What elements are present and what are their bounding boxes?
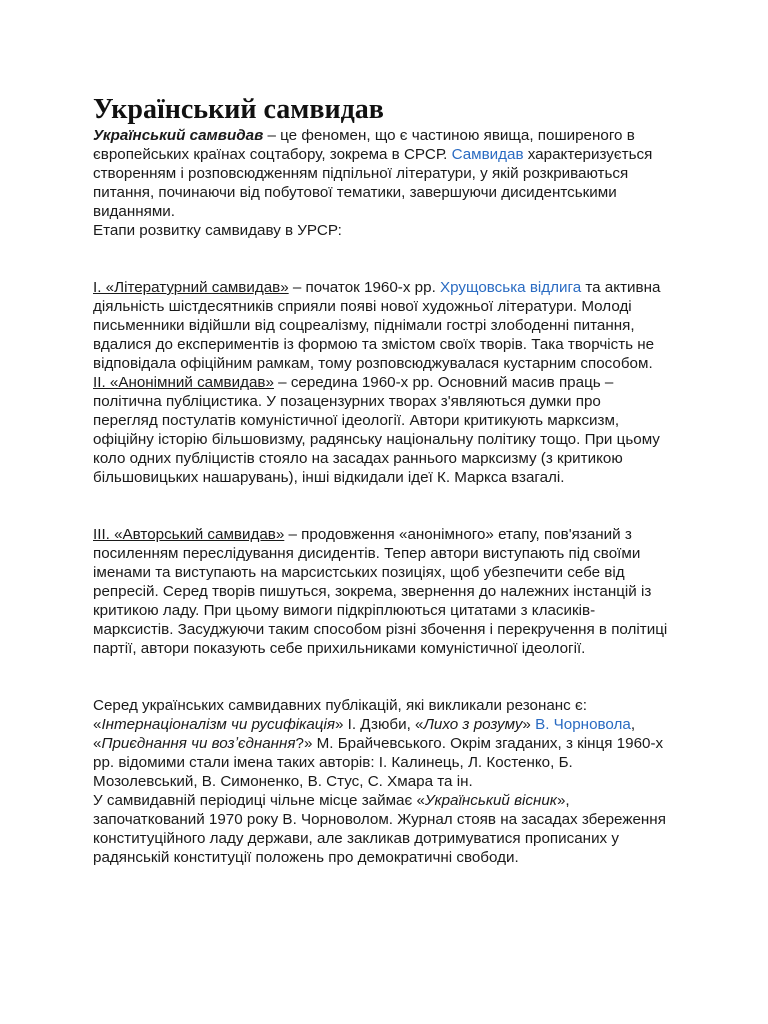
publications-text-3: » — [522, 716, 536, 733]
stage3-label: III. «Авторський самвидав» — [93, 526, 285, 543]
stage1-paragraph — [93, 278, 668, 373]
spacer — [93, 240, 668, 259]
stage1-text-2: та активна діяльність шістдесятників сприяли появі нової художньої літератури. Молоді письменники відійшли від соцреалізму, піднімали гострі злободенні питання, вдалися до експериментів із формою та змістом своїх творів. Така творчість не відповідала офіційним рамкам, тому розповсюджувалася кустарним способом. — [93, 279, 661, 372]
spacer — [93, 658, 668, 677]
publications-text-4: , « — [93, 716, 636, 752]
stage2-label: II. «Анонімний самвидав» — [93, 374, 274, 391]
publications-text-2: » І. Дзюби, « — [334, 716, 424, 733]
periodical-text-2: », започаткований 1970 року В. Чорноволом. Журнал стояв на засадах збереження конституційного ладу держави, але закликав дотримуватися прописаних у радянській конституції положень про демократичні свободи. — [93, 792, 666, 866]
work-title-1: Інтернаціоналізм чи русифікація — [101, 716, 335, 733]
publications-text-1: Серед українських самвидавних публікацій, які викликали резонанс є: « — [93, 697, 587, 733]
intro-term: Український самвидав — [93, 127, 264, 144]
stage3-paragraph — [93, 525, 668, 658]
samvydav-link[interactable]: Самвидав — [451, 146, 524, 163]
publications-paragraph — [93, 696, 668, 791]
publications-text-5: ?» М. Брайчевського. Окрім згаданих, з кінця 1960-х рр. відомими стали імена таких авторів: І. Калинець, Л. Костенко, Б. Мозолевський, В. Симоненко, В. Стус, С. Хмара та ін. — [93, 735, 664, 790]
intro-text-2: характеризується створенням і розповсюдженням підпільної літератури, у якій розкриваються питання, починаючи від побутової тематики, завершуючи дисидентськими виданнями. — [93, 146, 653, 220]
stage1-label: I. «Літературний самвидав» — [93, 279, 289, 296]
stage2-paragraph — [93, 373, 668, 487]
page-title: Український самвидав — [93, 94, 384, 125]
stage3-text: – продовження «анонімного» етапу, пов'язаний з посиленням переслідування дисидентів. Тепер автори виступають під своїми іменами та виступають на марсистських позиціях, щоб убезпечити себе від репресій. Серед творів пишуться, зокрема, звернення до належних інстанцій із критикою ладу. При цьому вимоги підкріплюються цитатами з класиків-марксистів. Засуджуючи таким способом різні збочення і перекручення в політиці партії, автори показують себе прихильниками комуністичної ідеології. — [93, 526, 668, 657]
stage1-text-1: – початок 1960-х рр. — [288, 279, 441, 296]
work-title-3: Приєднання чи возʼєднання — [101, 735, 296, 752]
spacer — [93, 677, 668, 696]
periodical-paragraph — [93, 791, 668, 867]
stages-heading: Етапи розвитку самвидаву в УРСР: — [93, 222, 342, 239]
periodical-title: Український вісник — [424, 792, 557, 809]
document-page — [93, 94, 668, 867]
khrushchev-thaw-link[interactable]: Хрущовська відлига — [440, 279, 582, 296]
chornovil-link[interactable]: В. Чорновола — [535, 716, 631, 733]
spacer — [93, 259, 668, 278]
periodical-text-1: У самвидавній періодиці чільне місце займає « — [93, 792, 425, 809]
work-title-2: Лихо з розуму — [423, 716, 523, 733]
intro-text-1: – це феномен, що є частиною явища, поширеного в європейських країнах соцтабору, зокрема в СРСР. — [93, 127, 635, 163]
spacer — [93, 487, 668, 506]
intro-paragraph — [93, 126, 668, 221]
spacer — [93, 506, 668, 525]
stage2-text: – середина 1960-х рр. Основний масив праць – політична публіцистика. У позацензурних творах з'являються думки про перегляд постулатів комуністичної ідеології. Автори критикують марксизм, офіційну історію більшовизму, радянську національну політику тощо. При цьому коло одних публіцистів стояло на засадах раннього марксизму (з критикою більшовицьких нашарувань), інші відкидали ідеї К. Маркса взагалі. — [93, 374, 660, 486]
